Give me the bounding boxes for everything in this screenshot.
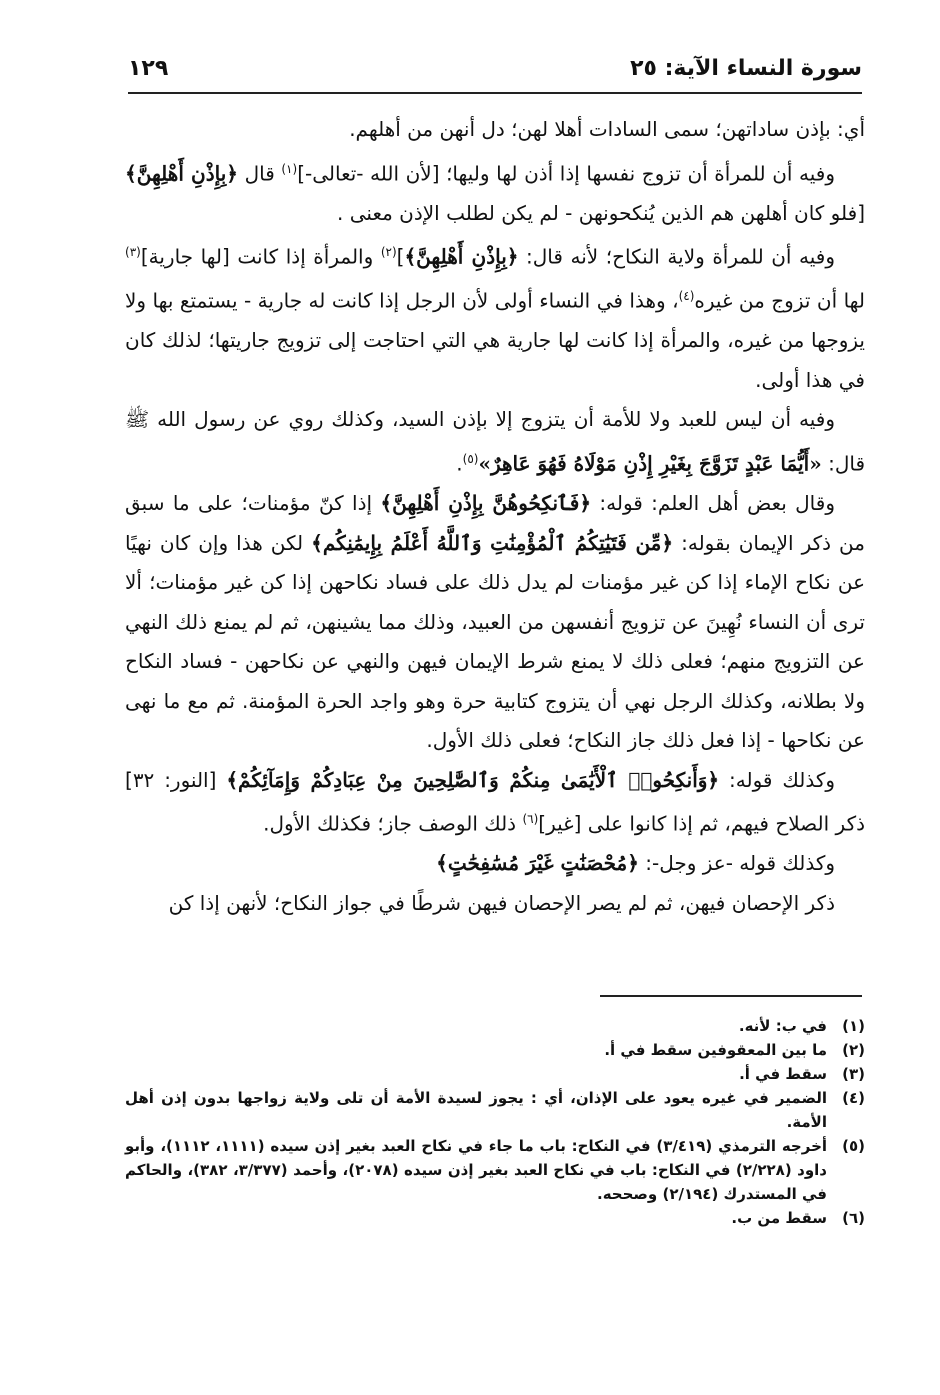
text-run: .	[456, 451, 463, 476]
quotation: «أَيُّمَا عَبْدٍ تَزَوَّجَ بِغَيْرِ إِذْنِ مَوْلَاهُ فَهُوَ عَاهِرٌ»	[478, 451, 822, 476]
footnote-text: الضمير في غيره يعود على الإذان، أي : يجوز لسيدة الأمة أن تلى ولاية زواجها بدون إذن أهل الأمة.	[125, 1089, 827, 1131]
text-run: وكذلك قوله -عز وجل-:	[638, 851, 835, 876]
footnote-marker: (١)	[281, 161, 298, 176]
quotation: ﴿مِّن فَتَيَٰتِكُمُ ٱلْمُؤْمِنَٰتِ وَٱللَّهُ أَعْلَمُ بِإِيمَٰنِكُم﴾	[311, 530, 674, 555]
text-run: أي: بإذن ساداتهن؛ سمى السادات أهلا لهن؛ دل أنهن من أهلهم.	[349, 117, 865, 141]
footnote-number: (٦)	[842, 1209, 865, 1227]
footnote	[125, 1086, 865, 1134]
main-text	[125, 110, 865, 923]
text-run: وفيه أن للمرأة أن تزوج نفسها إذا أذن لها وليها؛ [لأن الله -تعالى-]	[297, 161, 836, 186]
text-run: [النور: ٣٢] ذكر الصلاح فيهم، ثم إذا كانوا على [غير]	[125, 767, 865, 836]
footnote	[125, 1206, 865, 1230]
text-run: ، وهذا في النساء أولى لأن الرجل إذا كانت له جارية - يستمتع بها ولا يزوجها من غيره، والمرأة إذا كانت لها جارية هي التي احتاجت إلى تزويج جاريتها؛ لذلك كان في هذا أولى.	[125, 288, 865, 392]
footnote-divider	[600, 995, 862, 997]
footnote-text: في ب: لأنه.	[738, 1017, 827, 1035]
text-run: وفيه أن للمرأة ولاية النكاح؛ لأنه قال:	[518, 244, 836, 269]
footnote	[125, 1062, 865, 1086]
footnote-marker: (٦)	[522, 812, 539, 827]
quotation: ﴿بِإِذْنِ أَهْلِهِنَّ﴾	[404, 244, 519, 269]
text-run: لكن هذا وإن كان نهيًا عن نكاح الإماء إذا كن غير مؤمنات لم يدل ذلك على فساد نكاحهن إذا كن غير مؤمنات؛ ألا ترى أن النساء نُهِينَ عن تزويج أنفسهن من العبيد، وذلك مما يشينهن، ثم لم يمنع ذلك النهي عن التزويج منهم؛ فعلى ذلك لا يمنع شرط الإيمان فيهن والنهي عن نكاحهن - فساد النكاح ولا بطلانه، وكذلك الرجل نهي أن يتزوج كتابية حرة وهو واجد الحرة المؤمنة. ثم مع ما نهى عن نكاحها - إذا فعل ذلك جاز النكاح؛ فعلى ذلك الأول.	[125, 530, 865, 753]
paragraph	[125, 844, 865, 884]
quotation: ﴿وَأَنكِحُوا۟ ٱلْأَيَٰمَىٰ مِنكُمْ وَٱلصَّٰلِحِينَ مِنْ عِبَادِكُمْ وَإِمَآئِكُمْ﴾	[226, 767, 720, 792]
paragraph	[125, 110, 865, 150]
paragraph	[125, 484, 865, 761]
footnote	[125, 1038, 865, 1062]
text-run: إذا كنّ مؤمنات؛ على ما سبق من ذكر الإيمان بقوله:	[125, 491, 865, 555]
running-title: سورة النساء الآية: ٢٥	[630, 56, 862, 81]
paragraph	[125, 761, 865, 845]
footnote-number: (٥)	[842, 1137, 865, 1155]
text-run: وقال بعض أهل العلم: قوله:	[591, 491, 835, 516]
footnote-number: (٣)	[842, 1065, 865, 1083]
text-run: وفيه أن ليس للعبد ولا للأمة أن يتزوج إلا بإذن السيد، وكذلك روي عن رسول الله ﷺ قال:	[125, 407, 865, 476]
footnote-number: (٢)	[842, 1041, 865, 1059]
text-run: لها أن تزوج من غيره	[694, 288, 865, 313]
text-run: ذكر الإحصان فيهن، ثم لم يصر الإحصان فيهن شرطًا في جواز النكاح؛ لأنهن إذا كن	[168, 890, 835, 915]
footnotes	[125, 1014, 865, 1230]
footnote-marker: (٤)	[678, 289, 695, 304]
footnote-marker: (٢)	[380, 245, 397, 260]
text-run: ]	[396, 244, 405, 269]
text-run: [فلو كان أهلهن هم الذين يُنكحونهن - لم يكن لطلب الإذن معنى .	[337, 200, 865, 225]
footnote-marker: (٣)	[125, 245, 141, 260]
footnote-number: (١)	[842, 1017, 865, 1035]
footnote-marker: (٥)	[462, 451, 479, 466]
page-header	[128, 52, 862, 94]
paragraph	[125, 233, 865, 400]
page-number: ١٢٩	[128, 56, 169, 81]
footnote	[125, 1134, 865, 1206]
paragraph	[125, 150, 865, 234]
footnote-text: أخرجه الترمذي (٣/٤١٩) في النكاح: باب ما جاء في نكاح العبد بغير إذن سيده (١١١١، ١١١٢)، وأبو داود (٢/٢٢٨) في النكاح: باب في نكاح العبد بغير إذن سيده (٢٠٧٨)، وأحمد (٣/٣٧٧، ٣٨٢)، والحاكم في المستدرك (٢/١٩٤) وصححه.	[125, 1137, 828, 1203]
text-run: وكذلك قوله:	[719, 767, 836, 792]
footnote	[125, 1014, 865, 1038]
paragraph	[125, 884, 865, 924]
quotation: ﴿مُحْصَنَٰتٍ غَيْرَ مُسَٰفِحَٰتٍ﴾	[436, 851, 639, 876]
quotation: ﴿بِإِذْنِ أَهْلِهِنَّ﴾	[125, 161, 239, 186]
text-run: والمرأة إذا كانت [لها جارية]	[140, 244, 381, 269]
footnote-number: (٤)	[842, 1089, 865, 1107]
text-run: ذلك الوصف جاز؛ فكذلك الأول.	[263, 811, 523, 836]
footnote-text: سقط في أ.	[739, 1065, 827, 1083]
paragraph	[125, 400, 865, 484]
footnote-text: ما بين المعقوفين سقط في أ.	[604, 1041, 827, 1059]
text-run: قال	[238, 161, 282, 186]
quotation: ﴿فَٱنكِحُوهُنَّ بِإِذْنِ أَهْلِهِنَّ﴾	[380, 491, 592, 516]
footnote-text: سقط من ب.	[731, 1209, 827, 1227]
